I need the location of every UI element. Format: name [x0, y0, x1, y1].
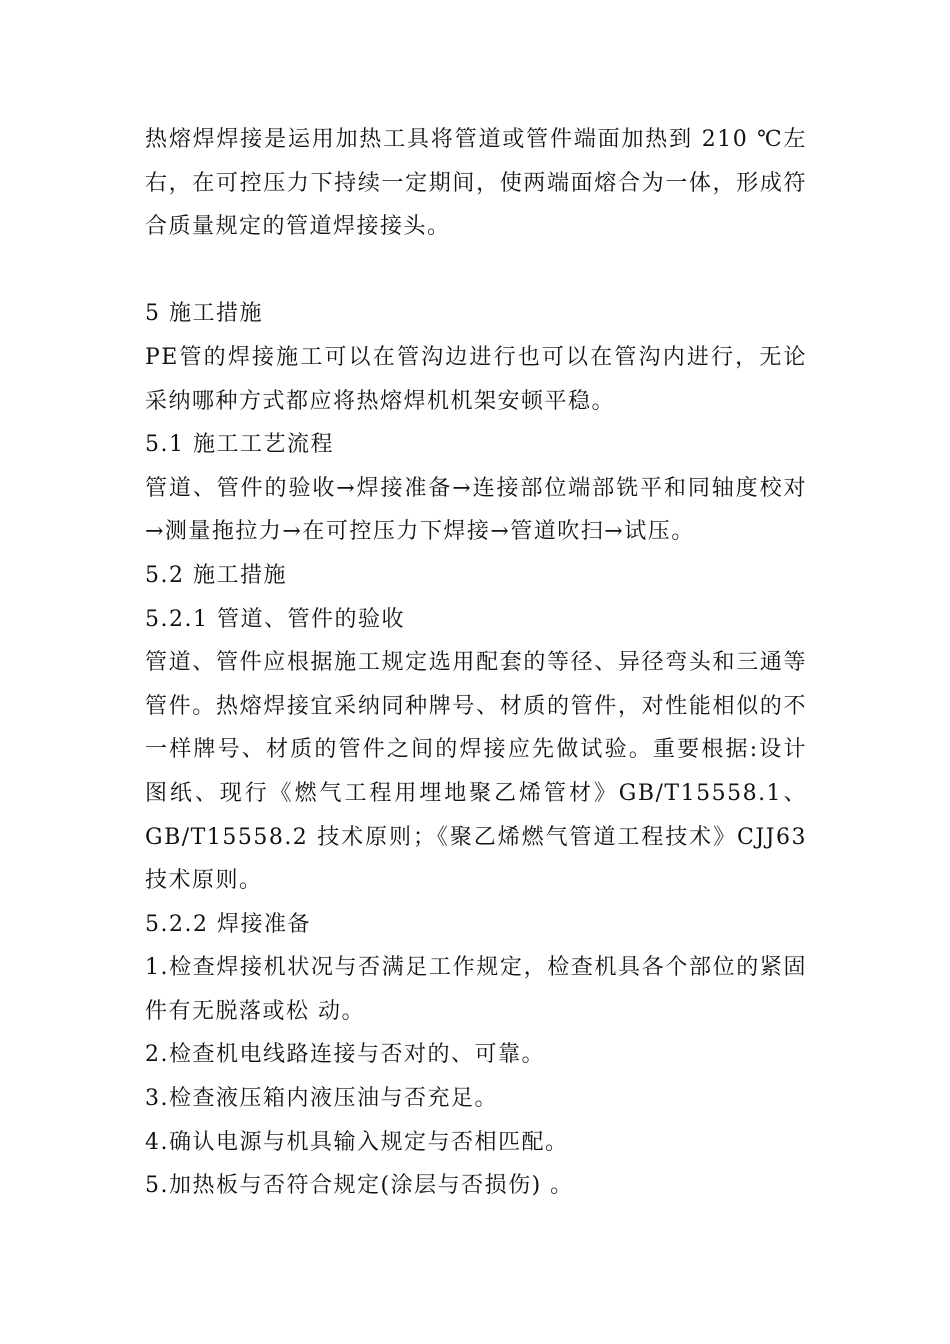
- prep-item-5: 5.加热板与否符合规定(涂层与否损伤) 。: [145, 1173, 574, 1199]
- intro-paragraph: 热熔焊焊接是运用加热工具将管道或管件端面加热到 210 ℃左右，在可控压力下持续一定期间，使两端面熔合为一体，形成符合质量规定的管道焊接接头。: [145, 127, 807, 240]
- section-5-2-heading: 5.2 施工措施: [145, 562, 287, 588]
- prep-item-4: 4.确认电源与机具输入规定与否相匹配。: [145, 1129, 569, 1155]
- prep-item-3: 3.检查液压箱内液压油与否充足。: [145, 1086, 498, 1112]
- section-5-heading: 5 施工措施: [145, 301, 263, 327]
- paragraph-gap: [145, 249, 807, 293]
- process-flow-paragraph: 管道、管件的验收→焊接准备→连接部位端部铣平和同轴度校对→测量拖拉力→在可控压力下焊接→管道吹扫→试压。: [145, 475, 807, 545]
- prep-item-2: 2.检查机电线路连接与否对的、可靠。: [145, 1042, 545, 1068]
- prep-item-1: 1.检查焊接机状况与否满足工作规定，检查机具各个部位的紧固件有无脱落或松 动。: [145, 955, 807, 1024]
- section-5-2-1-heading: 5.2.1 管道、管件的验收: [145, 606, 405, 632]
- section-5-2-2-heading: 5.2.2 焊接准备: [145, 911, 311, 937]
- section-5-1-heading: 5.1 施工工艺流程: [145, 432, 334, 458]
- acceptance-paragraph: 管道、管件应根据施工规定选用配套的等径、异径弯头和三通等管件。热熔焊接宜采纳同种牌号、材质的管件，对性能相似的不一样牌号、材质的管件之间的焊接应先做试验。重要根据:设计图纸、现行《燃气工程用埋地聚乙烯管材》GB/T15558.1、GB/T15558.2 技术原则；《聚乙烯燃气管道工程技术》CJJ63技术原则。: [145, 650, 807, 894]
- section-5-paragraph: PE管的焊接施工可以在管沟边进行也可以在管沟内进行，无论采纳哪种方式都应将热熔焊机机架安顿平稳。: [145, 344, 807, 414]
- document-body: [145, 118, 807, 1208]
